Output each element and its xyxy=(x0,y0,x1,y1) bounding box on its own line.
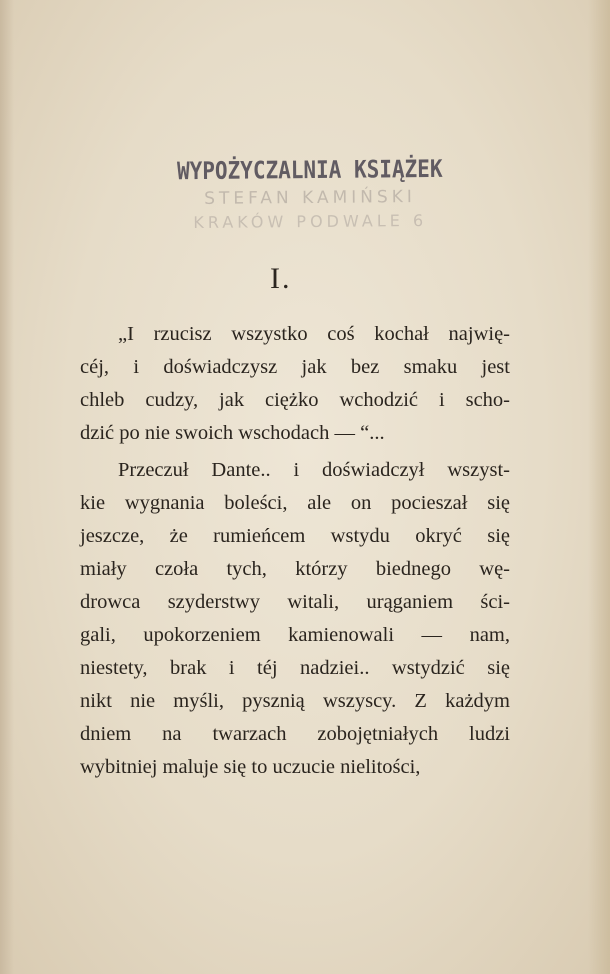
body-text xyxy=(80,318,510,784)
library-stamp xyxy=(150,157,471,233)
text-line: dzić po nie swoich wschodach — “... xyxy=(80,422,385,444)
stamp-address: KRAKÓW PODWALE 6 xyxy=(193,210,428,233)
text-line: Przeczuł Dante.. i doświadczył wszyst- xyxy=(118,459,510,481)
text-line: gali, upokorzeniem kamienowali — nam, xyxy=(80,624,510,646)
page-edge-left xyxy=(0,0,14,974)
stamp-owner: STEFAN KAMIŃSKI xyxy=(204,187,416,209)
text-line: „I rzucisz wszystko coś kochał najwię- xyxy=(118,323,510,345)
paragraph-1 xyxy=(80,318,510,450)
text-line: kie wygnania boleści, ale on pocieszał się xyxy=(80,492,510,514)
chapter-number: I. xyxy=(270,262,292,295)
stamp-title: WYPOŻYCZALNIA KSIĄŻEK xyxy=(176,155,443,185)
text-line: miały czoła tych, którzy biednego wę- xyxy=(80,558,510,580)
text-line: dniem na twarzach zobojętniałych ludzi xyxy=(80,723,510,745)
text-line: nikt nie myśli, pysznią wszyscy. Z każdym xyxy=(80,690,510,712)
page-edge-right xyxy=(588,0,610,974)
text-line: drowca szyderstwy witali, urąganiem ści- xyxy=(80,591,510,613)
text-line: niestety, brak i téj nadziei.. wstydzić się xyxy=(80,657,510,679)
text-line: céj, i doświadczysz jak bez smaku jest xyxy=(80,356,510,378)
text-line: jeszcze, że rumieńcem wstydu okryć się xyxy=(80,525,510,547)
text-line: wybitniej maluje się to uczucie nielitości, xyxy=(80,756,421,778)
paragraph-2 xyxy=(80,454,510,784)
text-line: chleb cudzy, jak ciężko wchodzić i scho- xyxy=(80,389,510,411)
